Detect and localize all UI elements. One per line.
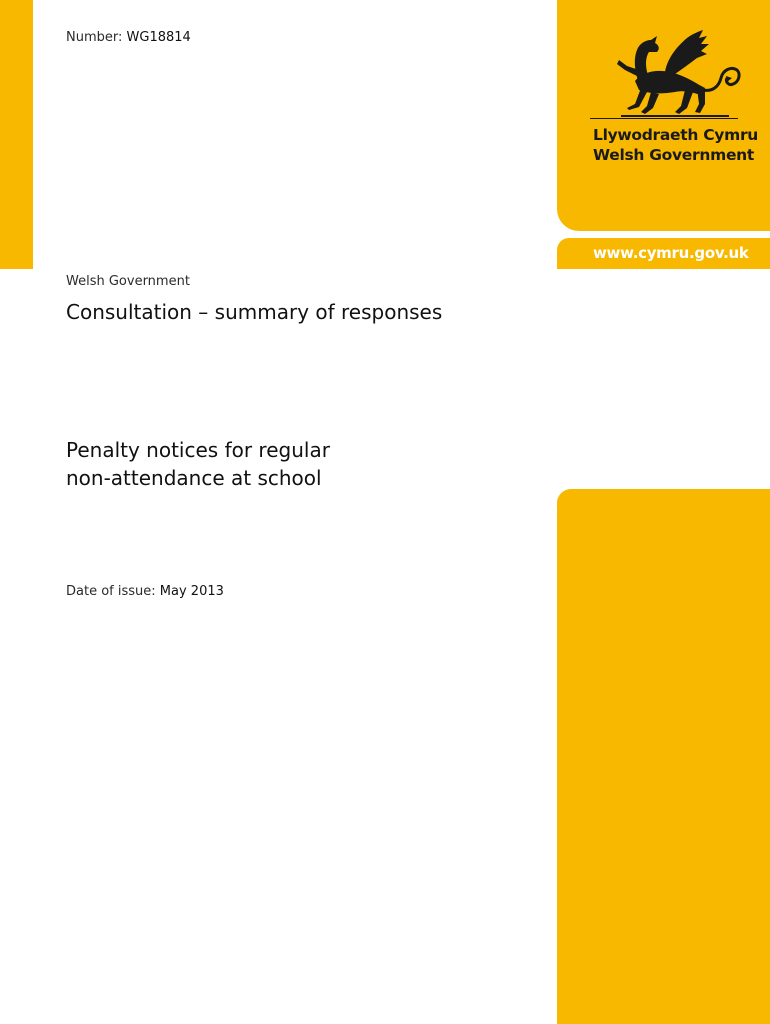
document-number-value: WG18814: [126, 30, 191, 45]
date-of-issue-value: May 2013: [159, 584, 224, 599]
document-type-heading: Consultation – summary of responses: [66, 300, 443, 324]
welsh-government-name-welsh: Llywodraeth Cymru: [593, 126, 759, 144]
document-title: [66, 436, 330, 492]
document-title-line-2: non-attendance at school: [66, 466, 322, 490]
website-url[interactable]: www.cymru.gov.uk: [593, 244, 749, 262]
publisher-name: Welsh Government: [66, 274, 190, 289]
document-number: [66, 30, 191, 45]
date-of-issue: [66, 584, 224, 599]
document-title-line-1: Penalty notices for regular: [66, 438, 330, 462]
welsh-dragon-icon: [605, 26, 745, 118]
logo-divider: [590, 118, 738, 119]
logo-panel: [557, 0, 770, 231]
bottom-accent-panel: [557, 489, 770, 1024]
welsh-government-name-english: Welsh Government: [593, 146, 755, 164]
document-number-label: Number:: [66, 30, 123, 45]
date-of-issue-label: Date of issue:: [66, 584, 156, 599]
left-accent-strip: [0, 0, 33, 269]
website-url-tab: [557, 238, 770, 269]
